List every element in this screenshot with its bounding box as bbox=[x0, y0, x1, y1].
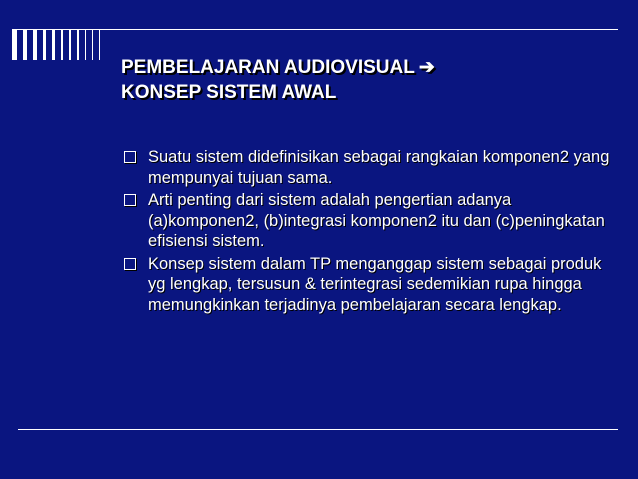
bullet-text: Arti penting dari sistem adalah pengertian adanya (a)komponen2, (b)integrasi komponen2 itu dan (c)peningkatan efisiensi sistem. bbox=[148, 191, 605, 250]
square-bullet-icon bbox=[124, 194, 136, 206]
square-bullet-icon bbox=[124, 151, 136, 163]
title-line-2: KONSEP SISTEM AWAL bbox=[121, 82, 337, 103]
bullet-list bbox=[122, 147, 622, 317]
bullet-item bbox=[122, 190, 622, 252]
decorative-stripes bbox=[12, 30, 106, 60]
bullet-text: Suatu sistem didefinisikan sebagai rangkaian komponen2 yang mempunyai tujuan sama. bbox=[148, 148, 610, 187]
title-line-1: PEMBELAJARAN AUDIOVISUAL bbox=[121, 57, 415, 78]
bullet-item bbox=[122, 254, 622, 316]
square-bullet-icon bbox=[124, 258, 136, 270]
bullet-text: Konsep sistem dalam TP menganggap sistem sebagai produk yg lengkap, tersusun & terintegrasi sedemikian rupa hingga memungkinkan terjadinya pembelajaran secara lengkap. bbox=[148, 254, 602, 314]
arrow-right-icon: ➔ bbox=[418, 57, 435, 78]
bullet-item bbox=[122, 147, 622, 188]
slide-title bbox=[121, 55, 621, 105]
top-rule bbox=[12, 29, 618, 30]
bottom-rule bbox=[18, 429, 618, 430]
